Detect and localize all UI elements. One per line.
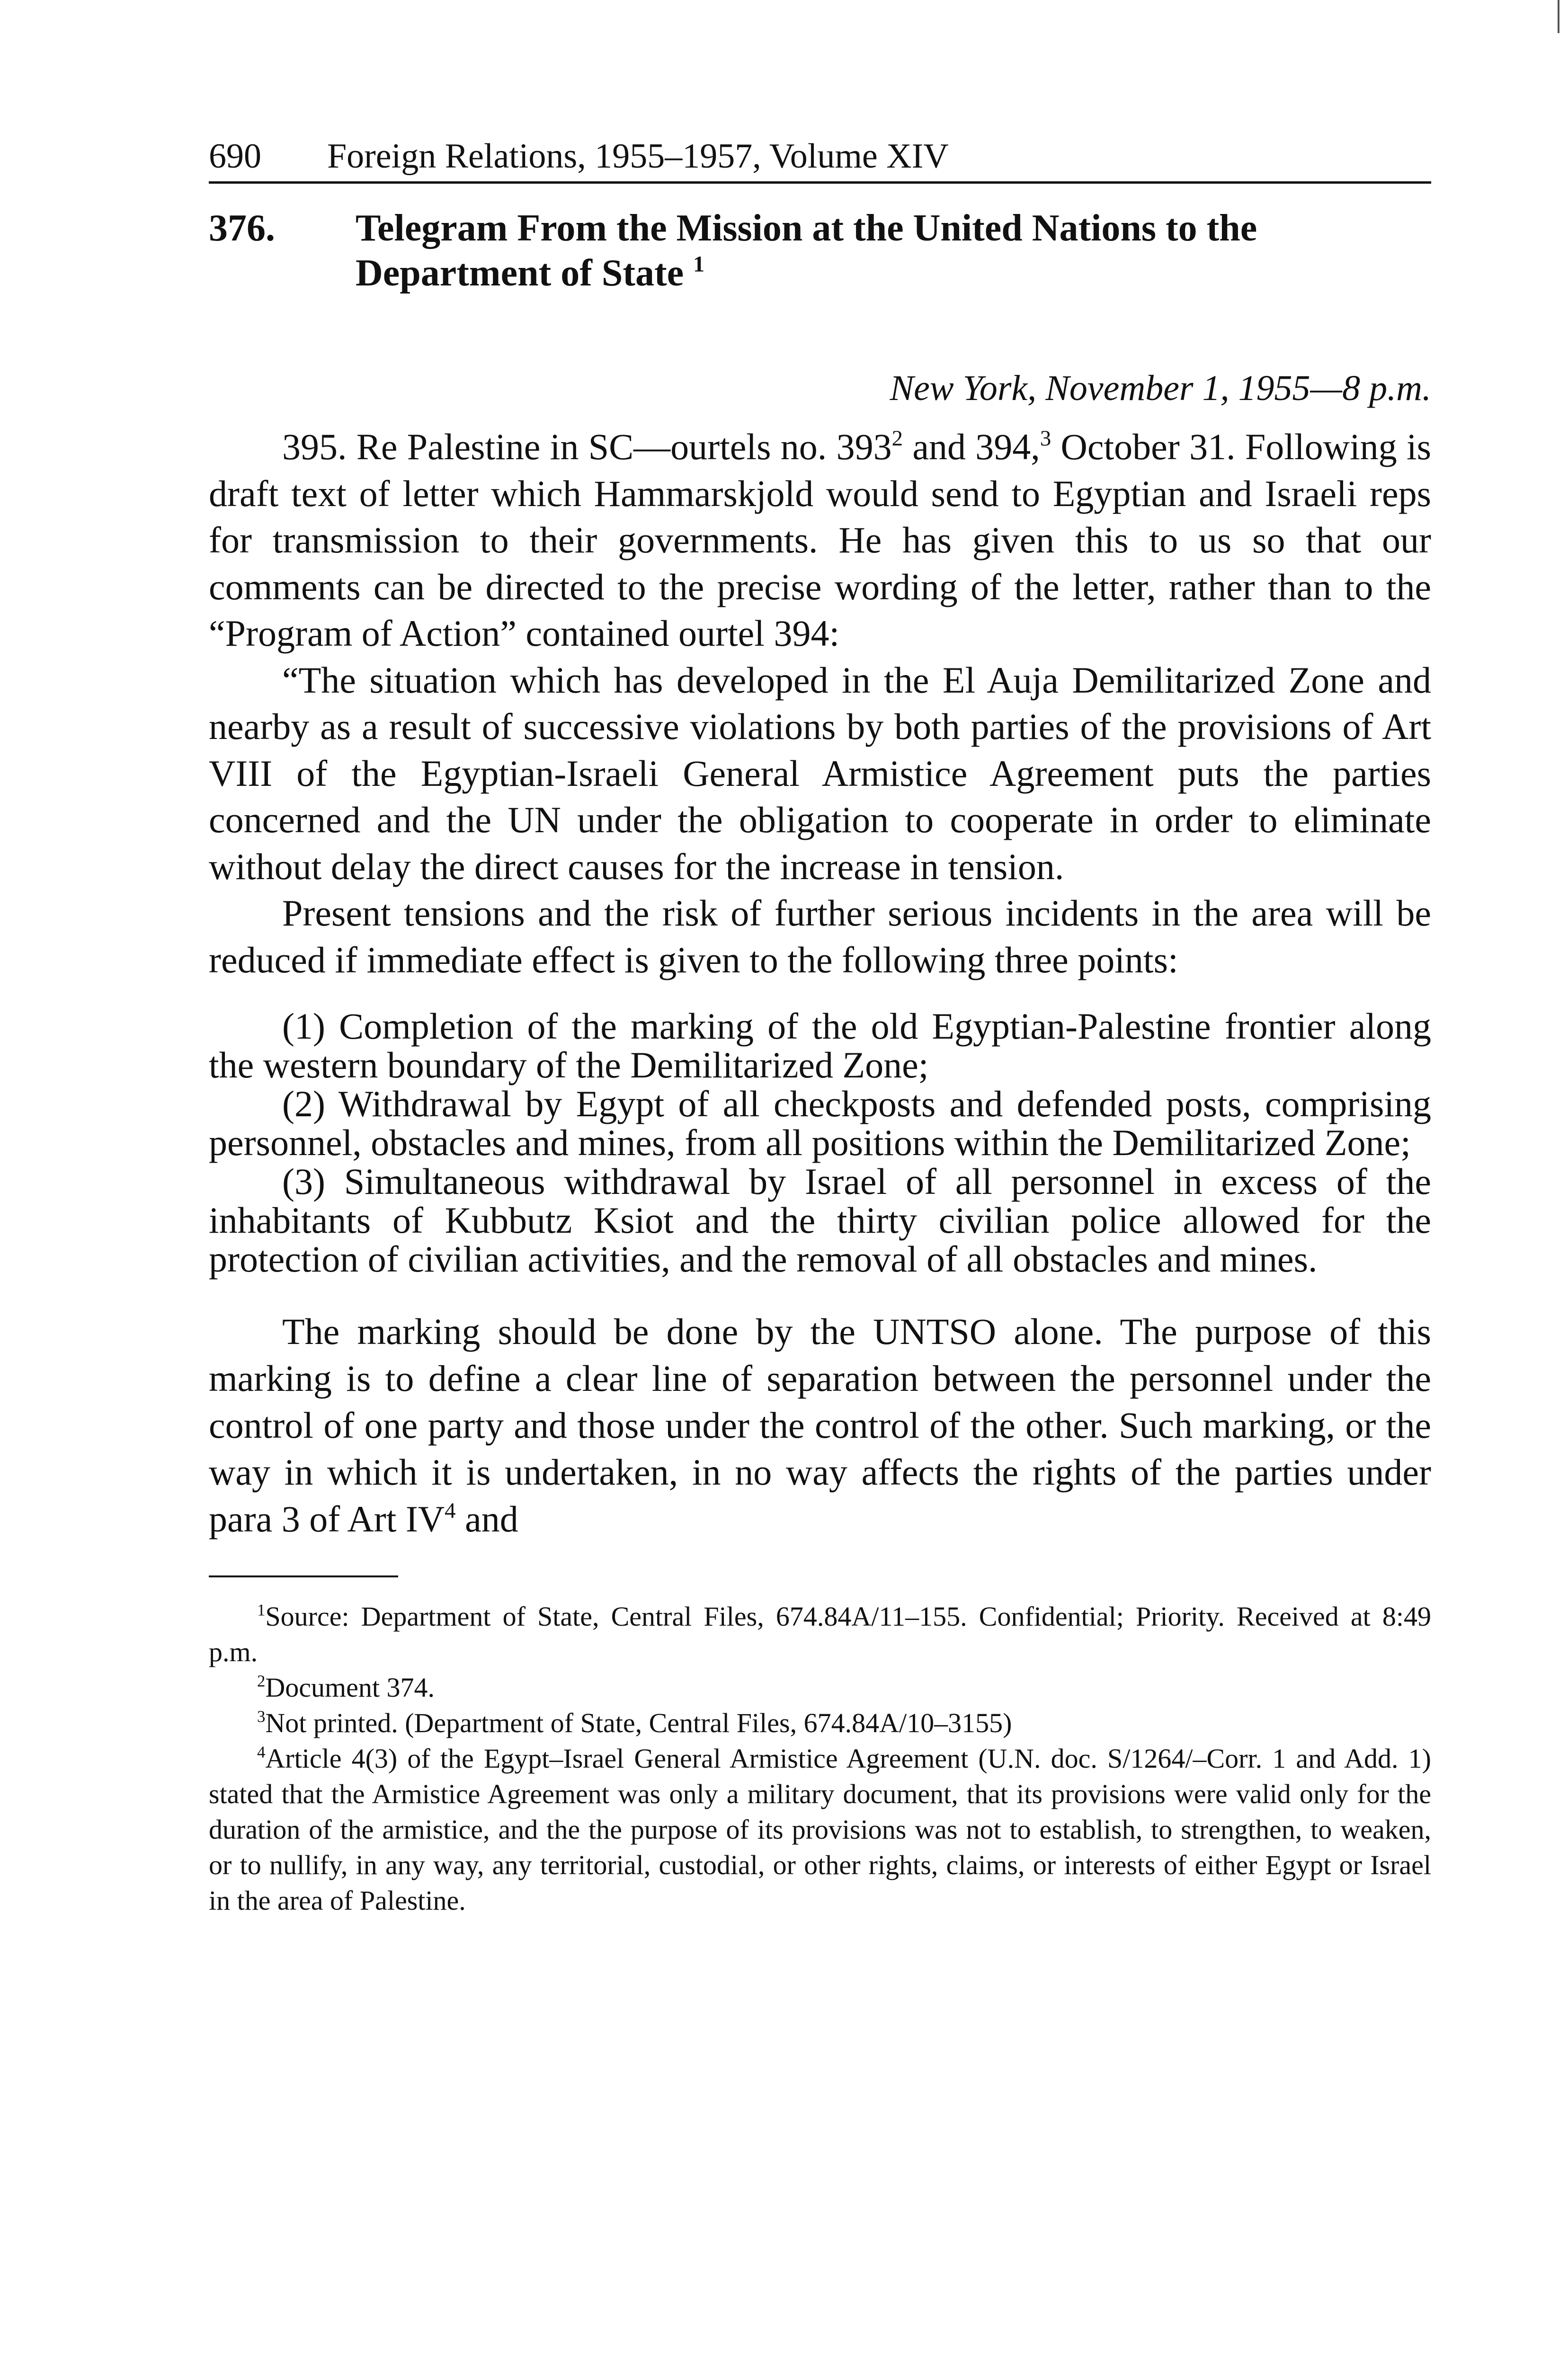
- footnotes: [209, 1599, 1431, 1918]
- scan-edge-mark: [1558, 0, 1559, 33]
- document-heading: [209, 206, 1431, 296]
- footnote-marker-2: 2: [257, 1672, 266, 1691]
- footnote-3-text: Not printed. (Department of State, Central Files, 674.84A/10–3155): [265, 1708, 1012, 1738]
- page-number: 690: [209, 137, 261, 176]
- footnote-marker-3: 3: [257, 1707, 266, 1726]
- footnote-ref-4[interactable]: 4: [445, 1498, 456, 1523]
- paragraph-2: “The situation which has developed in the El Auja Demilitarized Zone and nearby as a result of successive violations by both parties of the provisions of Art VIII of the Egyptian-Israeli General Armistice Agreement puts the parties concerned and the UN under the obligation to cooperate in order to eliminate without delay the direct causes for the increase in tension.: [209, 659, 1431, 887]
- footnote-2-text: Document 374.: [265, 1672, 435, 1703]
- title-line-1: Telegram From the Mission at the United Nations to the: [356, 207, 1257, 249]
- footnote-marker-1: 1: [257, 1601, 266, 1620]
- point-1: (1) Completion of the marking of the old Egyptian-Palestine frontier along the western boundary of the Demilitarized Zone;: [209, 1006, 1431, 1086]
- title-line-2: Department of State: [356, 252, 684, 294]
- numbered-points: [209, 1007, 1431, 1279]
- footnote-4: [209, 1741, 1431, 1918]
- footnote-ref-1[interactable]: 1: [693, 251, 705, 277]
- running-header: [209, 133, 1431, 180]
- footnote-4-text: Article 4(3) of the Egypt–Israel General Armistice Agreement (U.N. doc. S/1264/–Corr. 1 and Add. 1) stated that the Armistice Agreement was only a military document, that its provisions were valid only for the duration of the armistice, and the the purpose of its provisions was not to establish, to strengthen, to weaken, or to nullify, in any way, any territorial, custodial, or other rights, claims, or interests of either Egypt or Israel in the area of Palestine.: [209, 1743, 1431, 1916]
- point-2: (2) Withdrawal by Egypt of all checkposts and defended posts, comprising personnel, obstacles and mines, from all positions within the Demilitarized Zone;: [209, 1083, 1431, 1163]
- point-3: (3) Simultaneous withdrawal by Israel of all personnel in excess of the inhabitants of Kubbutz Ksiot and the thirty civilian police allowed for the protection of civilian activities, and the removal of all obstacles and mines.: [209, 1161, 1431, 1280]
- telegram-body: [209, 424, 1431, 983]
- header-rule: [209, 181, 1431, 184]
- paragraph-1: [209, 424, 1431, 657]
- paragraph-1-part-b: and 394,: [903, 426, 1040, 467]
- paragraph-4-part-a: The marking should be done by the UNTSO alone. The purpose of this marking is to define a clear line of separation between the personnel under the control of one party and those under the control of the other. Such marking, or the way in which it is undertaken, in no way affects the rights of the parties under para 3 of Art IV: [209, 1311, 1431, 1539]
- paragraph-1-part-a: 395. Re Palestine in SC—ourtels no. 393: [282, 426, 892, 467]
- footnote-1-text: Source: Department of State, Central Files, 674.84A/11–155. Confidential; Priority. Received at 8:49 p.m.: [209, 1601, 1431, 1667]
- footnote-1: [209, 1599, 1431, 1670]
- document-title: [356, 206, 1431, 296]
- dateline: New York, November 1, 1955—8 p.m.: [890, 368, 1431, 408]
- document-number: 376.: [209, 207, 275, 249]
- footnote-rule: [209, 1575, 398, 1577]
- paragraph-1-part-c: October 31. Following is draft text of letter which Hammarskjold would send to Egyptian and Israeli reps for transmission to their governments. He has given this to us so that our comments can be directed to the precise wording of the letter, rather than to the “Program of Action” contained ourtel 394:: [209, 426, 1432, 654]
- paragraph-4: [209, 1308, 1431, 1542]
- marking-paragraph-block: [209, 1308, 1431, 1542]
- footnote-ref-2[interactable]: 2: [891, 426, 903, 451]
- paragraph-4-part-b: and: [455, 1498, 518, 1539]
- footnote-marker-4: 4: [257, 1743, 266, 1762]
- paragraph-3: Present tensions and the risk of further serious incidents in the area will be reduced if immediate effect is given to the following three points:: [209, 892, 1431, 980]
- footnote-3: [209, 1705, 1431, 1741]
- running-title: Foreign Relations, 1955–1957, Volume XIV: [327, 137, 949, 176]
- footnote-2: [209, 1670, 1431, 1705]
- page: [209, 133, 1431, 1918]
- footnote-ref-3[interactable]: 3: [1040, 426, 1051, 451]
